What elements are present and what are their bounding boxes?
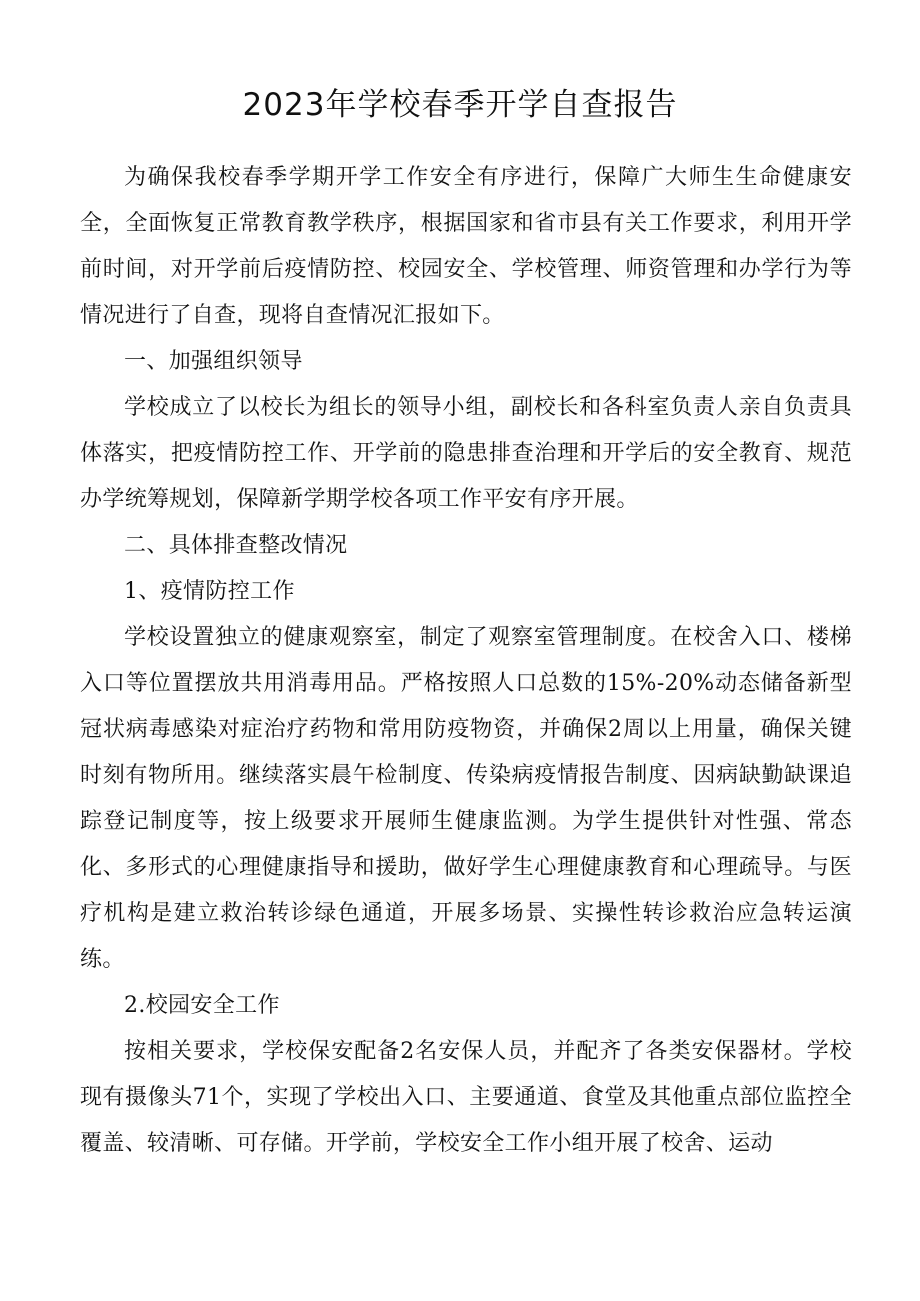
organization-paragraph: 学校成立了以校长为组长的领导小组，副校长和各科室负责人亲自负责具体落实，把疫情防控工作、开学前的隐患排查治理和开学后的安全教育、规范办学统筹规划，保障新学期学校各项工作平安有序开展。 — [80, 395, 852, 512]
document-body — [80, 155, 852, 1167]
subheading-campus-safety: 2.校园安全工作 — [124, 993, 280, 1018]
epidemic-control-paragraph: 学校设置独立的健康观察室，制定了观察室管理制度。在校舍入口、楼梯入口等位置摆放共用消毒用品。严格按照人口总数的15%-20%动态储备新型冠状病毒感染对症治疗药物和常用防疫物资，并确保2周以上用量，确保关键时刻有物所用。继续落实晨午检制度、传染病疫情报告制度、因病缺勤缺课追踪登记制度等，按上级要求开展师生健康监测。为学生提供针对性强、常态化、多形式的心理健康指导和援助，做好学生心理健康教育和心理疏导。与医疗机构是建立救治转诊绿色通道，开展多场景、实操性转诊救治应急转运演练。 — [80, 625, 852, 972]
campus-safety-paragraph: 按相关要求，学校保安配备2名安保人员，并配齐了各类安保器材。学校现有摄像头71个，实现了学校出入口、主要通道、食堂及其他重点部位监控全覆盖、较清晰、可存储。开学前，学校安全工作小组开展了校舍、运动 — [80, 1039, 852, 1156]
document-title: 2023年学校春季开学自查报告 — [242, 87, 678, 123]
section-heading-organization: 一、加强组织领导 — [124, 349, 303, 374]
intro-paragraph: 为确保我校春季学期开学工作安全有序进行，保障广大师生生命健康安全，全面恢复正常教育教学秩序，根据国家和省市县有关工作要求，利用开学前时间，对开学前后疫情防控、校园安全、学校管理、师资管理和办学行为等情况进行了自查，现将自查情况汇报如下。 — [80, 165, 852, 328]
section-heading-inspection: 二、具体排查整改情况 — [124, 533, 348, 558]
subheading-epidemic-control: 1、疫情防控工作 — [124, 579, 295, 604]
